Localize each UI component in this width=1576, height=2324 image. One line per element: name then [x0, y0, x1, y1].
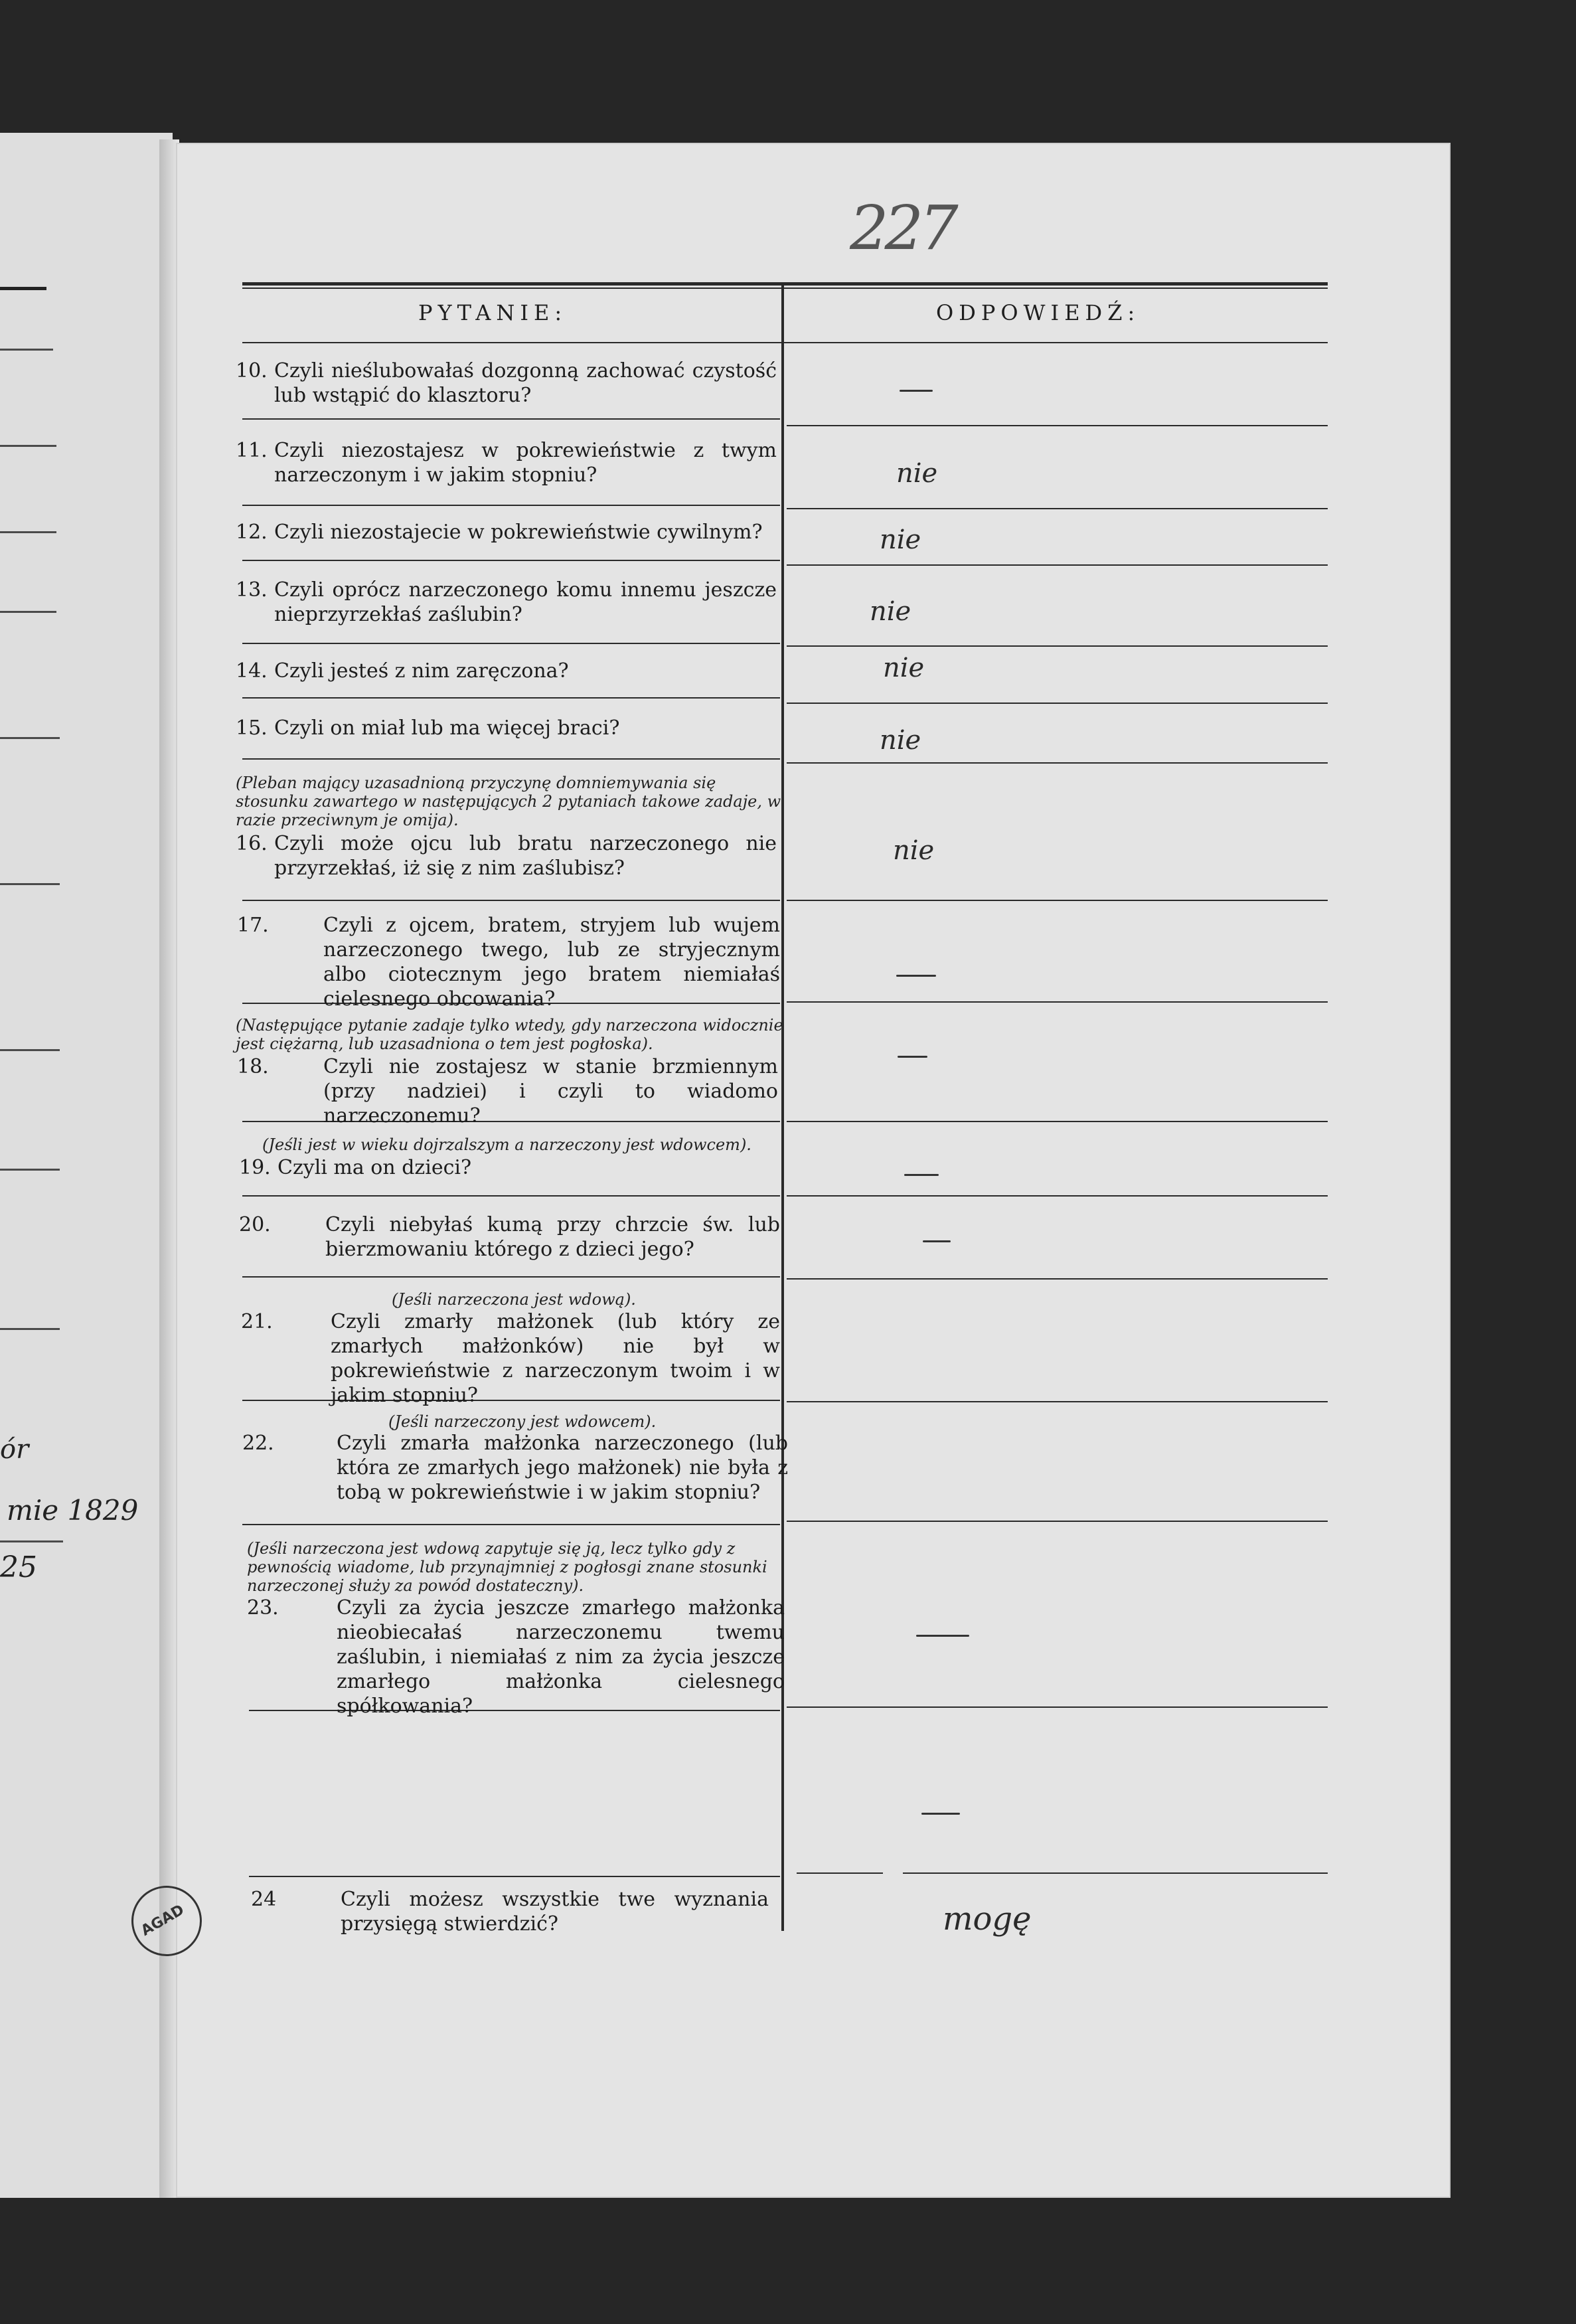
question-22 [242, 1431, 788, 1505]
left-rule [0, 883, 60, 885]
question-text: Czyli niebyłaś kumą przy chrzcie św. lub bierzmowaniu którego z dzieci jego? [325, 1213, 780, 1261]
handwritten-note: ór [0, 1434, 29, 1465]
answer-15: nie [880, 725, 921, 756]
answer-11: nie [896, 458, 938, 489]
instruction-note: (Następujące pytanie zadaje tylko wtedy, gdy narzeczona widocznie jest ciężarną, lub uzasadniona o tem jest pogłoska). [236, 1016, 783, 1053]
left-rule [0, 1049, 60, 1051]
question-text: Czyli z ojcem, bratem, stryjem lub wujem narzeczonego twego, lub ze stryjecznym albo ciotecznym jego bratem niemiałaś cielesnego obcowania? [323, 914, 780, 1011]
question-24 [251, 1887, 769, 1936]
question-number: 16. [236, 832, 268, 855]
left-rule [0, 1169, 60, 1171]
left-rule [0, 287, 46, 290]
row-rule [242, 643, 780, 644]
question-text: Czyli ma on dzieci? [277, 1156, 472, 1179]
stamp-text: AGAD [138, 1901, 187, 1940]
row-rule [242, 1524, 780, 1525]
answer-dash [921, 1813, 960, 1815]
row-rule [242, 1195, 780, 1197]
answer-rule [787, 1001, 1328, 1003]
question-text: Czyli jesteś z nim zaręczona? [274, 659, 569, 683]
question-header: PYTANIE: [418, 300, 568, 325]
question-21 [241, 1309, 780, 1408]
answer-rule [787, 1706, 1328, 1708]
answer-24: mogę [943, 1900, 1032, 1938]
row-rule [242, 697, 780, 699]
question-number: 11. [236, 439, 268, 462]
answer-dash [898, 1056, 927, 1058]
row-rule [242, 418, 780, 420]
question-text: Czyli niezostajecie w pokrewieństwie cywilnym? [274, 521, 763, 544]
question-15 [236, 716, 777, 740]
answer-14: nie [883, 653, 925, 683]
question-19 [239, 1155, 780, 1180]
question-16 [236, 831, 777, 880]
top-rule [242, 282, 1328, 286]
question-number: 21. [241, 1310, 273, 1333]
question-14 [236, 659, 777, 683]
left-rule [0, 1328, 60, 1330]
answer-rule [787, 564, 1328, 566]
top-rule [242, 288, 1328, 289]
question-text: Czyli on miał lub ma więcej braci? [274, 716, 620, 740]
question-23 [247, 1596, 785, 1718]
question-text: Czyli może ojcu lub bratu narzeczonego nie przyrzekłaś, iż się z nim zaślubisz? [274, 832, 777, 880]
answer-16: nie [893, 835, 935, 866]
answer-dash [923, 1240, 951, 1242]
header-rule [242, 342, 1328, 343]
handwritten-note: 25 [0, 1550, 37, 1584]
question-number: 17. [237, 914, 269, 937]
question-number: 24 [251, 1888, 277, 1911]
question-number: 15. [236, 716, 268, 740]
answer-rule [787, 1278, 1328, 1280]
answer-dash [896, 975, 936, 977]
answer-rule [903, 1872, 1328, 1874]
question-number: 14. [236, 659, 268, 683]
page-number: 227 [850, 193, 955, 264]
question-number: 22. [242, 1432, 274, 1455]
row-rule [242, 1276, 780, 1278]
answer-rule [797, 1872, 883, 1874]
answer-rule [787, 703, 1328, 704]
question-number: 23. [247, 1596, 279, 1619]
question-number: 10. [236, 359, 268, 382]
instruction-note: (Jeśli narzeczony jest wdowcem). [388, 1412, 657, 1431]
question-text: Czyli nieślubowałaś dozgonną zachować czystość lub wstąpić do klasztoru? [274, 359, 777, 407]
question-text: Czyli zmarły małżonek (lub który ze zmarłych małżonków) nie był w pokrewieństwie z narzeczonym twoim i w jakim stopniu? [331, 1310, 780, 1407]
row-rule [242, 900, 780, 901]
question-number: 18. [237, 1055, 269, 1078]
question-10 [236, 359, 777, 408]
answer-rule [787, 762, 1328, 764]
answer-dash [904, 1174, 939, 1176]
row-rule [242, 560, 780, 561]
question-text: Czyli oprócz narzeczonego komu innemu jeszcze nieprzyrzekłaś zaślubin? [274, 578, 777, 626]
question-text: Czyli nie zostajesz w stanie brzmiennym (przy nadziei) i czyli to wiadomo narzeczonemu? [323, 1055, 778, 1127]
question-number: 13. [236, 578, 268, 602]
instruction-note: (Jeśli narzeczona jest wdową zapytuje się ją, lecz tylko gdy z pewnością wiadome, lub przynajmniej z pogłosgi znane stosunki narzeczonej służy za powód dostateczny). [247, 1539, 767, 1595]
question-number: 19. [239, 1156, 271, 1179]
answer-rule [787, 1401, 1328, 1402]
question-11 [236, 438, 777, 487]
answer-13: nie [870, 596, 911, 627]
question-text: Czyli niezostajesz w pokrewieństwie z twym narzeczonym i w jakim stopniu? [274, 439, 777, 487]
answer-rule [787, 645, 1328, 647]
answer-header: ODPOWIEDŹ: [936, 300, 1141, 325]
instruction-note: (Jeśli narzeczona jest wdową). [392, 1290, 636, 1309]
question-text: Czyli zmarła małżonka narzeczonego (lub która ze zmarłych jego małżonek) nie była z tobą w pokrewieństwie i w jakim stopniu? [337, 1432, 788, 1504]
row-rule [242, 505, 780, 506]
question-18 [237, 1054, 778, 1128]
question-12 [236, 520, 777, 544]
question-text: Czyli za życia jeszcze zmarłego małżonka nieobiecałaś narzeczonemu twemu zaślubin, i niemiałaś z nim za życia jeszcze zmarłego małżonka cielesnego spółkowania? [337, 1596, 785, 1718]
row-rule [242, 758, 780, 760]
previous-page-edge [0, 133, 173, 2198]
answer-dash [916, 1635, 969, 1637]
left-rule [0, 531, 56, 533]
question-number: 12. [236, 521, 268, 544]
answer-rule [787, 1121, 1328, 1122]
question-13 [236, 578, 777, 627]
answer-rule [787, 1521, 1328, 1522]
answer-rule [787, 508, 1328, 509]
left-rule [0, 349, 53, 351]
answer-rule [787, 900, 1328, 901]
row-rule [249, 1876, 780, 1877]
left-rule [0, 737, 60, 739]
instruction-note: (Jeśli jest w wieku dojrzalszym a narzeczony jest wdowcem). [262, 1135, 751, 1154]
answer-dash [900, 390, 933, 392]
left-rule [0, 445, 56, 447]
question-number: 20. [239, 1213, 271, 1236]
question-17 [237, 913, 780, 1011]
answer-rule [787, 1195, 1328, 1197]
left-rule [0, 611, 56, 613]
answer-rule [787, 425, 1328, 426]
answer-12: nie [880, 525, 921, 555]
handwritten-note: mie 1829 [7, 1494, 139, 1527]
question-20 [239, 1212, 780, 1262]
left-rule [0, 1540, 63, 1542]
instruction-note: (Pleban mający uzasadnioną przyczynę domniemywania się stosunku zawartego w następujących 2 pytaniach takowe zadaje, w razie przeciwnym je omija). [236, 774, 781, 829]
question-text: Czyli możesz wszystkie twe wyznania przysięgą stwierdzić? [341, 1888, 769, 1936]
